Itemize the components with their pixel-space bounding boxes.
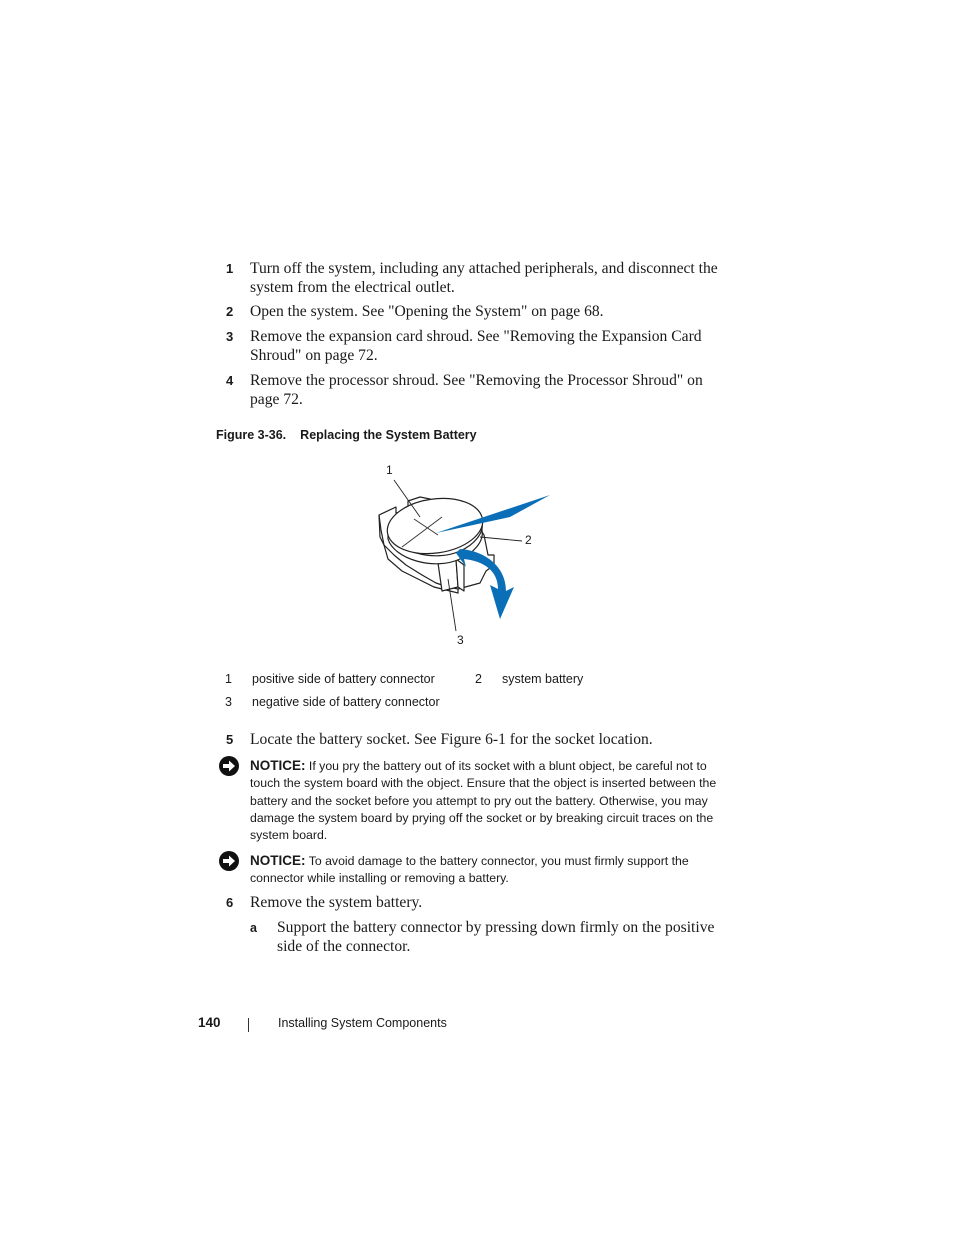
figure-caption (216, 428, 477, 442)
step-text: Remove the system battery. (250, 894, 423, 911)
notice-arrow-icon (218, 850, 240, 872)
notice-label: NOTICE: (250, 853, 306, 868)
step-number: 2 (226, 304, 234, 319)
legend-text: system battery (502, 672, 584, 686)
step-text: Locate the battery socket. See Figure 6-1 for the socket location. (250, 731, 653, 748)
footer-section-title: Installing System Components (278, 1016, 447, 1030)
callout-3: 3 (457, 633, 464, 647)
notice-1 (250, 757, 720, 844)
legend-number: 3 (225, 695, 232, 709)
legend-number: 2 (475, 672, 482, 686)
step-number: 6 (226, 895, 234, 910)
page-number: 140 (198, 1015, 221, 1030)
legend-number: 1 (225, 672, 232, 686)
substep-text: Support the battery connector by pressing down firmly on the positive side of the connector. (277, 919, 715, 955)
figure-label: Figure 3-36. (216, 428, 287, 442)
notice-text: To avoid damage to the battery connector, you must firmly support the connector while installing or removing a battery. (250, 854, 689, 886)
step-number: 3 (226, 329, 234, 344)
step-number: 5 (226, 732, 234, 747)
legend-text: positive side of battery connector (252, 672, 435, 686)
callout-2: 2 (525, 533, 532, 547)
notice-label: NOTICE: (250, 758, 306, 773)
step-text: Remove the processor shroud. See "Removing the Processor Shroud" on page 72. (250, 372, 703, 408)
step-text: Turn off the system, including any attached peripherals, and disconnect the system from the electrical outlet. (250, 260, 718, 296)
step-text: Remove the expansion card shroud. See "Removing the Expansion Card Shroud" on page 72. (250, 328, 702, 364)
step-number: 1 (226, 261, 234, 276)
notice-2 (250, 852, 720, 888)
battery-illustration (360, 455, 560, 655)
legend-text: negative side of battery connector (252, 695, 440, 709)
notice-text: If you pry the battery out of its socket with a blunt object, be careful not to touch the system board with the object. Ensure that the object is inserted between the battery and the socket before you attempt to pry out the battery. Otherwise, you may damage the system board by prying off the socket or by breaking circuit traces on the system board. (250, 759, 717, 843)
notice-arrow-icon (218, 755, 240, 777)
callout-1: 1 (386, 463, 393, 477)
substep-letter: a (250, 921, 257, 935)
footer-divider (248, 1018, 249, 1032)
step-text: Open the system. See "Opening the System" on page 68. (250, 303, 604, 320)
figure-title: Replacing the System Battery (300, 428, 477, 442)
step-number: 4 (226, 373, 234, 388)
